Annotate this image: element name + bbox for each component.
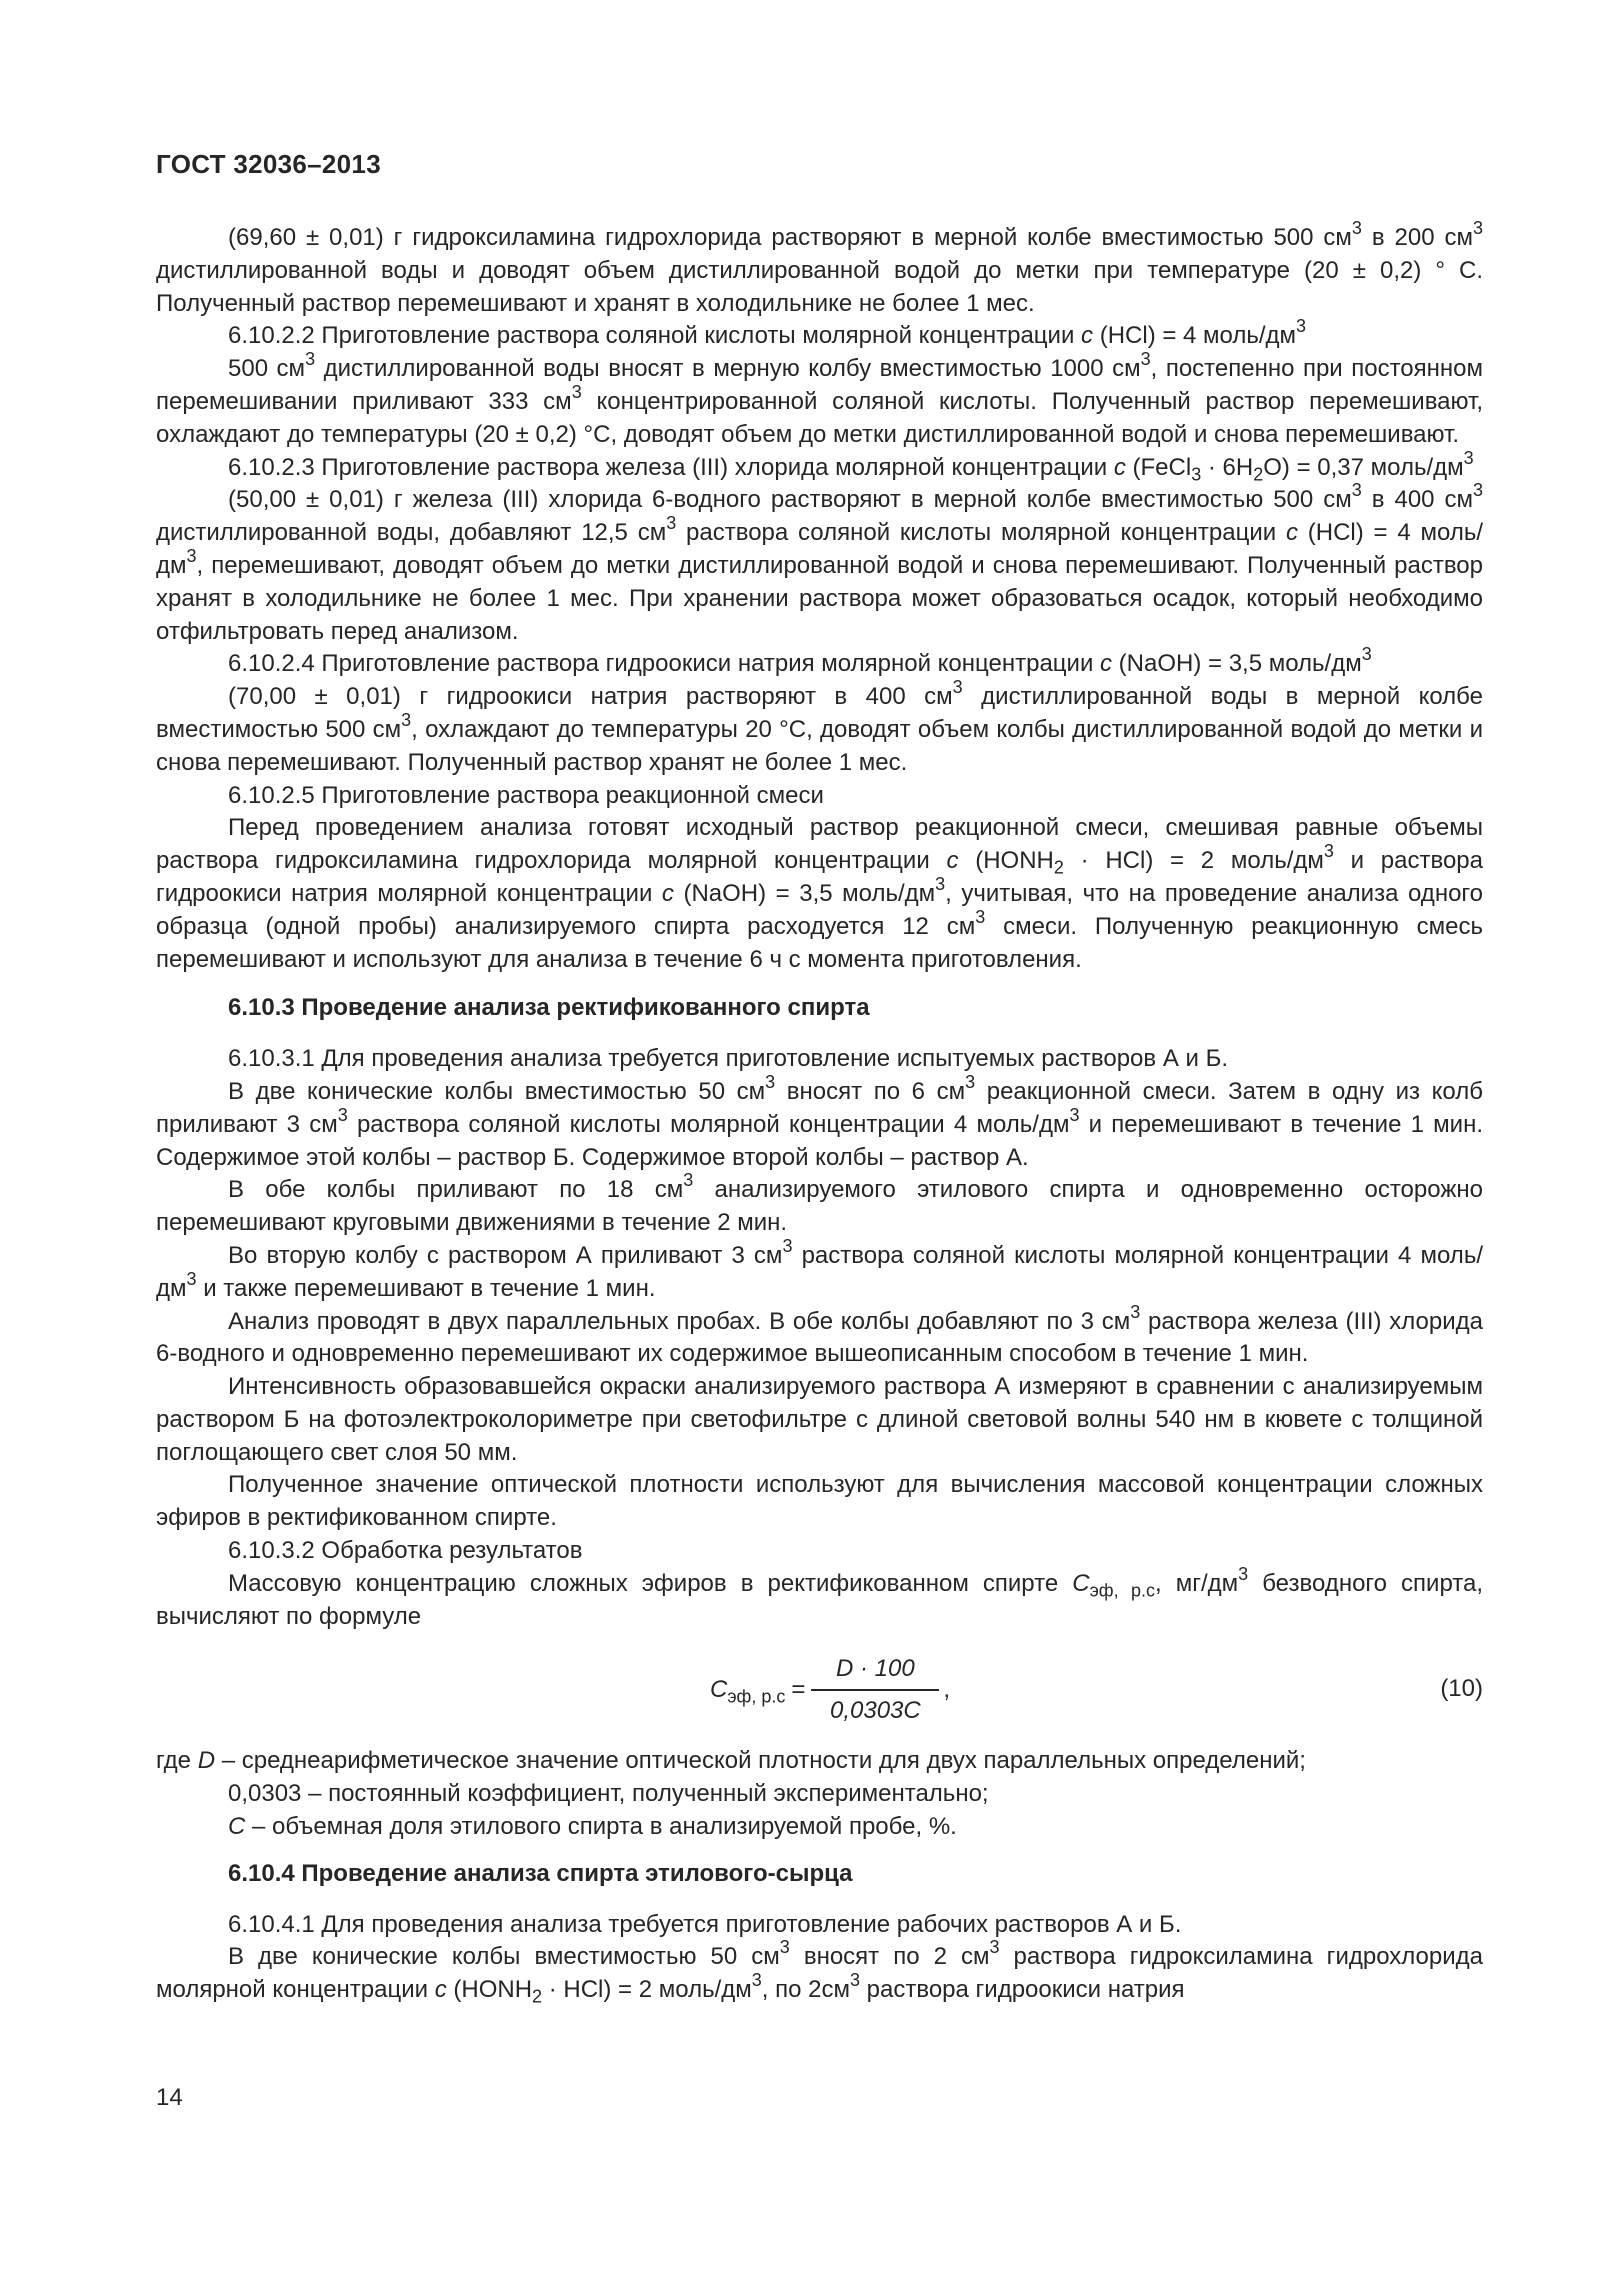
paragraph: 6.10.3.2 Обработка результатов [228, 1537, 583, 1565]
paragraph: 6.10.2.4 Приготовление раствора гидроокиси натрия молярной концентрации с (NaOH) = 3,5 моль/$дм^3$ [228, 644, 1372, 678]
paragraph: где D – среднеарифметическое значение оптической плотности для двух параллельных определений; [156, 1747, 1306, 1775]
standard-header: ГОСТ 32036–2013 [156, 149, 381, 179]
page-number: 14 [156, 2084, 183, 2111]
formula-fraction [811, 1653, 939, 1729]
paragraph: 500 $см^3$ дистиллированной воды вносят в мерную колбу вместимостью 1000 $см^3$, постепенно при постоянном перемешивании приливают 333 $см^3$ концентрированной соляной кислоты. Полученный раствор перемешивают, охлаждают до температуры (20 ± 0,2) °С, доводят объем до метки дистиллированной водой и снова перемешивают. [156, 349, 1483, 448]
paragraph: 6.10.3.1 Для проведения анализа требуется приготовление испытуемых растворов А и Б. [228, 1045, 1228, 1073]
paragraph: (69,60 ± 0,01) г гидроксиламина гидрохлорида растворяют в мерной колбе вместимостью 500 $см^3$ в 200 $см^3$ дистиллированной воды и доводят объем дистиллированной водой до метки при температуре (20 ± 0,2) ° С. Полученный раствор перемешивают и хранят в холодильнике не более 1 мес. [156, 218, 1483, 317]
formula-number: (10) [1440, 1675, 1483, 1703]
formula-10 [156, 1639, 1483, 1741]
paragraph: С – объемная доля этилового спирта в анализируемой пробе, %. [228, 1813, 957, 1841]
paragraph: Во вторую колбу с раствором А приливают 3 $см^3$ раствора соляной кислоты молярной концентрации 4 моль/$дм^3$ и также перемешивают в течение 1 мин. [156, 1236, 1483, 1302]
paragraph: Анализ проводят в двух параллельных пробах. В обе колбы добавляют по 3 $см^3$ раствора железа (III) хлорида 6-водного и одновременно перемешивают их содержимое вышеописанным способом в течение 1 мин. [156, 1301, 1483, 1368]
formula-trailing: , [943, 1676, 951, 1704]
formula-lhs [710, 1674, 785, 1707]
formula-lhs-subscript: эф, р.с [727, 1686, 786, 1707]
paragraph: 0,0303 – постоянный коэффициент, полученный экспериментально; [228, 1780, 989, 1808]
formula-equals: = [791, 1676, 806, 1704]
formula-denominator-text: 0,0303C [830, 1697, 921, 1725]
paragraph: (50,00 ± 0,01) г железа (III) хлорида 6-водного растворяют в мерной колбе вместимостью 500 $см^3$ в 400 $см^3$ дистиллированной воды, добавляют 12,5 $см^3$ раствора соляной кислоты молярной концентрации с (HCl) = 4 моль/$дм^3$, перемешивают, доводят объем до метки дистиллированной водой и снова перемешивают. Полученный раствор хранят в холодильнике не более 1 мес. При хранении раствора может образоваться осадок, который необходимо отфильтровать перед анализом. [156, 480, 1484, 645]
formula-numerator-text: D · 100 [836, 1654, 915, 1682]
formula-denominator [826, 1691, 925, 1728]
document-body [156, 218, 1484, 2007]
paragraph: (70,00 ± 0,01) г гидроокиси натрия растворяют в 400 $см^3$ дистиллированной воды в мерной колбе вместимостью 500 $см^3$, охлаждают до температуры 20 °С, доводят объем колбы дистиллированной водой до метки и снова перемешивают. Полученный раствор хранят не более 1 мес. [156, 677, 1484, 776]
paragraph: 6.10.2.5 Приготовление раствора реакционной смеси [228, 781, 824, 809]
paragraph: В обе колбы приливают по 18 $см^3$ анализируемого этилового спирта и одновременно осторожно перемешивают круговыми движениями в течение 2 мин. [156, 1170, 1483, 1237]
formula-expression [710, 1639, 950, 1741]
paragraph: Полученное значение оптической плотности используют для вычисления массовой концентрации сложных эфиров в ректификованном спирте. [156, 1471, 1483, 1532]
formula-numerator [832, 1653, 919, 1690]
paragraph: 6.10.2.3 Приготовление раствора железа (III) хлорида молярной концентрации с (FeCl$_3$ · $6H_2O) = 0,37$ моль/$дм^3$ [228, 447, 1474, 484]
paragraph: В две конические колбы вместимостью 50 $см^3$ вносят по 2 $см^3$ раствора гидроксиламина гидрохлорида молярной концентрации с $(HONH_2 \cdot HCl) = 2$ моль/$дм^3$, по $2см^3$ раствора гидроокиси натрия [156, 1937, 1484, 2007]
paragraph: 6.10.4.1 Для проведения анализа требуется приготовление рабочих растворов А и Б. [228, 1910, 1182, 1938]
paragraph: 6.10.2.2 Приготовление раствора соляной кислоты молярной концентрации с (HCl) = 4 моль/$дм^3$ [228, 316, 1307, 350]
paragraph: Интенсивность образовавшейся окраски анализируемого раствора А измеряют в сравнении с анализируемым раствором Б на фотоэлектроколориметре при светофильтре с длиной световой волны 540 нм в кювете с толщиной поглощающего свет слоя 50 мм. [156, 1373, 1483, 1466]
paragraph: В две конические колбы вместимостью 50 $см^3$ вносят по 6 $см^3$ реакционной смеси. Затем в одну из колб приливают 3 $см^3$ раствора соляной кислоты молярной концентрации 4 моль/$дм^3$ и перемешивают в течение 1 мин. Содержимое этой колбы – раствор Б. Содержимое второй колбы – раствор А. [156, 1072, 1484, 1171]
section-heading: 6.10.3 Проведение анализа ректификованного спирта [228, 994, 870, 1022]
section-heading: 6.10.4 Проведение анализа спирта этилового-сырца [228, 1859, 853, 1887]
paragraph: Массовую концентрацию сложных эфиров в ректификованном спирте $С_{эф, р.с}$, $мг/дм^3$ безводного спирта, вычисляют по формуле [156, 1564, 1484, 1630]
formula-lhs-symbol: С [710, 1676, 728, 1704]
paragraph: Перед проведением анализа готовят исходный раствор реакционной смеси, смешивая равные объемы раствора гидроксиламина гидрохлорида молярной концентрации с $(HONH_2 \cdot HCl) = 2$ моль/$дм^3$ и раствора гидроокиси натрия молярной концентрации с (NaOH) = 3,5 моль/$дм^3$, учитывая, что на проведение анализа одного образца (одной пробы) анализируемого спирта расходуется 12 $см^3$ смеси. Полученную реакционную смесь перемешивают и используют для анализа в течение 6 ч с момента приготовления. [156, 814, 1483, 973]
